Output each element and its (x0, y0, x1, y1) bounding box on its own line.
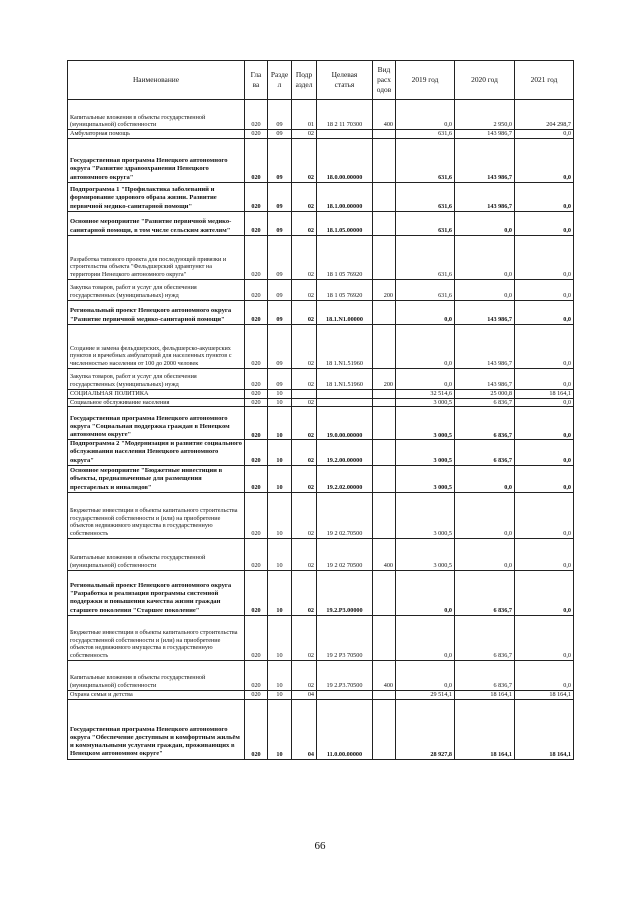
row-name: Закупка товаров, работ и услуг для обеспечения государственных (муниципальных) нужд (68, 368, 245, 389)
table-row (68, 465, 574, 492)
row-target-article: 18 1 05 76920 (317, 279, 373, 300)
table-row (68, 615, 574, 660)
row-target-article: 18.1.00.00000 (317, 182, 373, 211)
row-section: 09 (268, 368, 292, 389)
table-row (68, 235, 574, 279)
row-chapter: 020 (245, 492, 268, 538)
table-row (68, 300, 574, 324)
row-subsection: 02 (292, 398, 317, 407)
row-section: 09 (268, 211, 292, 235)
row-value-2020: 0,0 (455, 211, 515, 235)
col-header-target: Целевая статья (317, 61, 373, 100)
row-value-2019: 631,6 (396, 235, 455, 279)
row-target-article: 19.0.00.00000 (317, 407, 373, 440)
row-section: 10 (268, 660, 292, 690)
row-target-article: 19 2 02 70500 (317, 538, 373, 570)
row-subsection (292, 389, 317, 398)
row-section: 10 (268, 690, 292, 699)
table-row (68, 440, 574, 466)
row-name: Бюджетные инвестиции в объекты капитального строительства государственной собственности и (или) на приобретение объектов недвижимого имущества в государственную собственность (68, 615, 245, 660)
row-value-2019: 3 000,5 (396, 465, 455, 492)
row-section: 10 (268, 492, 292, 538)
row-value-2020: 6 836,7 (455, 570, 515, 615)
row-section: 09 (268, 235, 292, 279)
row-chapter: 020 (245, 440, 268, 466)
row-value-2021: 0,0 (515, 398, 574, 407)
row-chapter: 020 (245, 699, 268, 759)
row-expense-type (373, 324, 396, 368)
row-expense-type: 400 (373, 660, 396, 690)
table-row (68, 492, 574, 538)
row-chapter: 020 (245, 100, 268, 130)
table-body (68, 100, 574, 760)
row-section: 10 (268, 465, 292, 492)
table-header-row (68, 61, 574, 100)
row-chapter: 020 (245, 368, 268, 389)
table-row (68, 570, 574, 615)
row-name: Социальное обслуживание населения (68, 398, 245, 407)
row-value-2019: 29 514,1 (396, 690, 455, 699)
row-value-2020: 25 000,8 (455, 389, 515, 398)
row-target-article (317, 690, 373, 699)
row-value-2021: 0,0 (515, 368, 574, 389)
row-value-2020: 0,0 (455, 235, 515, 279)
row-subsection: 02 (292, 300, 317, 324)
table-row (68, 389, 574, 398)
row-value-2019: 631,6 (396, 182, 455, 211)
row-target-article: 18 1.N1.51960 (317, 324, 373, 368)
budget-table-sheet (67, 60, 573, 760)
row-target-article (317, 398, 373, 407)
row-value-2019: 0,0 (396, 324, 455, 368)
row-value-2019: 3 000,5 (396, 398, 455, 407)
table-row (68, 279, 574, 300)
row-value-2019: 631,6 (396, 211, 455, 235)
col-header-section: Разде л (268, 61, 292, 100)
row-chapter: 020 (245, 660, 268, 690)
row-expense-type (373, 211, 396, 235)
row-target-article: 19 2 P3 70500 (317, 615, 373, 660)
row-value-2021: 18 164,1 (515, 690, 574, 699)
row-expense-type: 400 (373, 538, 396, 570)
row-value-2021: 0,0 (515, 538, 574, 570)
row-name: Охрана семьи и детства (68, 690, 245, 699)
row-section: 10 (268, 440, 292, 466)
table-row (68, 324, 574, 368)
row-value-2020: 143 986,7 (455, 130, 515, 139)
table-row (68, 130, 574, 139)
row-value-2019: 631,6 (396, 279, 455, 300)
row-value-2021: 0,0 (515, 440, 574, 466)
row-expense-type (373, 138, 396, 182)
row-value-2019: 0,0 (396, 660, 455, 690)
row-name: Подпрограмма 2 "Модернизация и развитие социального обслуживания населения Ненецкого автономного округа" (68, 440, 245, 466)
row-chapter: 020 (245, 130, 268, 139)
row-expense-type (373, 389, 396, 398)
row-subsection: 02 (292, 182, 317, 211)
row-chapter: 020 (245, 398, 268, 407)
row-expense-type: 400 (373, 100, 396, 130)
row-chapter: 020 (245, 538, 268, 570)
row-value-2019: 631,6 (396, 138, 455, 182)
col-header-expense-type: Вид расх одов (373, 61, 396, 100)
row-target-article: 19.2.00.00000 (317, 440, 373, 466)
row-section: 09 (268, 324, 292, 368)
row-value-2020: 143 986,7 (455, 182, 515, 211)
row-section: 09 (268, 279, 292, 300)
row-chapter: 020 (245, 211, 268, 235)
row-name: Капитальные вложения в объекты государственной (муниципальной) собственности (68, 538, 245, 570)
row-section: 09 (268, 130, 292, 139)
row-expense-type (373, 440, 396, 466)
row-section: 09 (268, 138, 292, 182)
row-chapter: 020 (245, 324, 268, 368)
row-value-2019: 0,0 (396, 368, 455, 389)
table-row (68, 699, 574, 759)
row-value-2020: 0,0 (455, 465, 515, 492)
row-subsection: 02 (292, 538, 317, 570)
row-expense-type (373, 130, 396, 139)
row-subsection: 04 (292, 699, 317, 759)
row-name: Капитальные вложения в объекты государственной (муниципальной) собственности (68, 100, 245, 130)
row-name: Закупка товаров, работ и услуг для обеспечения государственных (муниципальных) нужд (68, 279, 245, 300)
row-target-article: 18 1 05 76920 (317, 235, 373, 279)
row-chapter: 020 (245, 235, 268, 279)
row-section: 10 (268, 389, 292, 398)
row-name: Амбулаторная помощь (68, 130, 245, 139)
row-target-article: 19.2.02.00000 (317, 465, 373, 492)
row-subsection: 02 (292, 368, 317, 389)
row-value-2020: 6 836,7 (455, 398, 515, 407)
row-subsection: 02 (292, 279, 317, 300)
row-section: 09 (268, 100, 292, 130)
table-row (68, 211, 574, 235)
row-target-article: 18 1.N1.51960 (317, 368, 373, 389)
row-value-2021: 0,0 (515, 279, 574, 300)
row-name: Государственная программа Ненецкого автономного округа "Социальная поддержка граждан в Ненецком автономном округе" (68, 407, 245, 440)
row-value-2021: 0,0 (515, 211, 574, 235)
row-chapter: 020 (245, 570, 268, 615)
table-row (68, 690, 574, 699)
row-value-2021: 0,0 (515, 660, 574, 690)
row-target-article: 19 2 02.70500 (317, 492, 373, 538)
row-expense-type (373, 398, 396, 407)
row-subsection: 02 (292, 492, 317, 538)
page-number: 66 (314, 840, 326, 852)
row-subsection: 02 (292, 235, 317, 279)
row-value-2021: 0,0 (515, 235, 574, 279)
row-expense-type (373, 699, 396, 759)
row-name: СОЦИАЛЬНАЯ ПОЛИТИКА (68, 389, 245, 398)
row-value-2019: 3 000,5 (396, 407, 455, 440)
row-target-article (317, 389, 373, 398)
row-value-2021: 0,0 (515, 324, 574, 368)
row-value-2020: 143 986,7 (455, 138, 515, 182)
row-value-2019: 3 000,5 (396, 492, 455, 538)
row-value-2021: 0,0 (515, 130, 574, 139)
row-subsection: 01 (292, 100, 317, 130)
row-section: 10 (268, 699, 292, 759)
row-name: Создание и замена фельдшерских, фельдшерско-акушерских пунктов и врачебных амбулаторий для населенных пунктов с численностью населения от 100 до 2000 человек (68, 324, 245, 368)
table-row (68, 538, 574, 570)
row-section: 10 (268, 570, 292, 615)
row-value-2019: 0,0 (396, 615, 455, 660)
row-name: Капитальные вложения в объекты государственной (муниципальной) собственности (68, 660, 245, 690)
row-subsection: 02 (292, 324, 317, 368)
row-value-2021: 0,0 (515, 407, 574, 440)
row-value-2020: 6 836,7 (455, 440, 515, 466)
row-value-2021: 0,0 (515, 570, 574, 615)
row-value-2021: 0,0 (515, 465, 574, 492)
row-name: Региональный проект Ненецкого автономного округа "Развитие первичной медико-санитарной помощи" (68, 300, 245, 324)
row-expense-type (373, 615, 396, 660)
row-value-2021: 0,0 (515, 492, 574, 538)
row-name: Основное мероприятие "Бюджетные инвестиции в объекты, предназначенные для размещения престарелых и инвалидов" (68, 465, 245, 492)
row-value-2020: 0,0 (455, 538, 515, 570)
row-chapter: 020 (245, 407, 268, 440)
row-value-2021: 18 164,1 (515, 699, 574, 759)
row-value-2019: 32 514,6 (396, 389, 455, 398)
row-target-article: 18.0.00.00000 (317, 138, 373, 182)
row-expense-type (373, 300, 396, 324)
col-header-subsection: Подр аздел (292, 61, 317, 100)
row-value-2020: 6 836,7 (455, 660, 515, 690)
row-subsection: 02 (292, 570, 317, 615)
row-name: Государственная программа Ненецкого автономного округа "Обеспечение доступным и комфортным жильём и коммунальными услугами граждан, проживающих в Ненецком автономном округе" (68, 699, 245, 759)
table-row (68, 660, 574, 690)
row-chapter: 020 (245, 138, 268, 182)
row-chapter: 020 (245, 300, 268, 324)
col-header-2020: 2020 год (455, 61, 515, 100)
row-subsection: 02 (292, 465, 317, 492)
table-row (68, 182, 574, 211)
row-section: 09 (268, 182, 292, 211)
row-target-article: 18.1.N1.00000 (317, 300, 373, 324)
row-section: 09 (268, 300, 292, 324)
row-value-2019: 3 000,5 (396, 440, 455, 466)
row-value-2019: 0,0 (396, 100, 455, 130)
row-chapter: 020 (245, 389, 268, 398)
row-value-2019: 0,0 (396, 300, 455, 324)
row-expense-type (373, 235, 396, 279)
row-subsection: 02 (292, 138, 317, 182)
row-target-article: 19 2.P3.70500 (317, 660, 373, 690)
row-name: Разработка типового проекта для последующей привязки и строительства объекта "Фельдшерский здравпункт на территории Ненецкого автономного округа" (68, 235, 245, 279)
row-subsection: 02 (292, 440, 317, 466)
row-target-article (317, 130, 373, 139)
row-section: 10 (268, 407, 292, 440)
table-row (68, 100, 574, 130)
row-expense-type (373, 690, 396, 699)
row-value-2021: 0,0 (515, 182, 574, 211)
table-row (68, 368, 574, 389)
row-target-article: 19.2.P3.00000 (317, 570, 373, 615)
row-value-2020: 143 986,7 (455, 368, 515, 389)
row-expense-type (373, 570, 396, 615)
row-value-2021: 18 164,1 (515, 389, 574, 398)
table-row (68, 407, 574, 440)
row-name: Государственная программа Ненецкого автономного округа "Развитие здравоохранения Ненецкого автономного округа" (68, 138, 245, 182)
row-value-2020: 18 164,1 (455, 690, 515, 699)
row-subsection: 02 (292, 130, 317, 139)
row-value-2019: 3 000,5 (396, 538, 455, 570)
row-section: 10 (268, 538, 292, 570)
row-value-2019: 28 927,8 (396, 699, 455, 759)
col-header-2019: 2019 год (396, 61, 455, 100)
row-section: 10 (268, 615, 292, 660)
row-name: Основное мероприятие "Развитие первичной медико-санитарной помощи, в том числе сельским жителям" (68, 211, 245, 235)
col-header-2021: 2021 год (515, 61, 574, 100)
row-name: Подпрограмма 1 "Профилактика заболеваний и формирование здорового образа жизни. Развитие первичной медико-санитарной помощи" (68, 182, 245, 211)
row-expense-type (373, 182, 396, 211)
row-value-2021: 204 298,7 (515, 100, 574, 130)
col-header-name: Наименование (68, 61, 245, 100)
row-expense-type (373, 492, 396, 538)
row-target-article: 18.1.05.00000 (317, 211, 373, 235)
row-chapter: 020 (245, 182, 268, 211)
row-section: 10 (268, 398, 292, 407)
table-row (68, 138, 574, 182)
row-target-article: 11.0.00.00000 (317, 699, 373, 759)
row-subsection: 02 (292, 407, 317, 440)
row-expense-type: 200 (373, 368, 396, 389)
row-value-2019: 631,6 (396, 130, 455, 139)
row-expense-type (373, 407, 396, 440)
row-value-2019: 0,0 (396, 570, 455, 615)
row-target-article: 18 2 11 70300 (317, 100, 373, 130)
row-subsection: 02 (292, 615, 317, 660)
row-chapter: 020 (245, 465, 268, 492)
row-name: Бюджетные инвестиции в объекты капитального строительства государственной собственности и (или) на приобретение объектов недвижимого имущества в государственную собственность (68, 492, 245, 538)
row-value-2020: 0,0 (455, 279, 515, 300)
row-name: Региональный проект Ненецкого автономного округа "Разработка и реализация программы системной поддержки и повышения качества жизни граждан старшего поколения "Старшее поколение" (68, 570, 245, 615)
row-value-2020: 143 986,7 (455, 324, 515, 368)
row-value-2020: 6 836,7 (455, 407, 515, 440)
row-value-2021: 0,0 (515, 615, 574, 660)
table-row (68, 398, 574, 407)
row-value-2020: 6 836,7 (455, 615, 515, 660)
row-chapter: 020 (245, 615, 268, 660)
row-subsection: 02 (292, 660, 317, 690)
row-value-2020: 0,0 (455, 492, 515, 538)
budget-table (67, 60, 574, 760)
row-value-2020: 2 950,0 (455, 100, 515, 130)
col-header-chapter: Гла ва (245, 61, 268, 100)
row-expense-type (373, 465, 396, 492)
row-subsection: 04 (292, 690, 317, 699)
row-expense-type: 200 (373, 279, 396, 300)
row-value-2021: 0,0 (515, 138, 574, 182)
row-subsection: 02 (292, 211, 317, 235)
row-chapter: 020 (245, 279, 268, 300)
row-value-2020: 143 986,7 (455, 300, 515, 324)
row-chapter: 020 (245, 690, 268, 699)
row-value-2021: 0,0 (515, 300, 574, 324)
row-value-2020: 18 164,1 (455, 699, 515, 759)
